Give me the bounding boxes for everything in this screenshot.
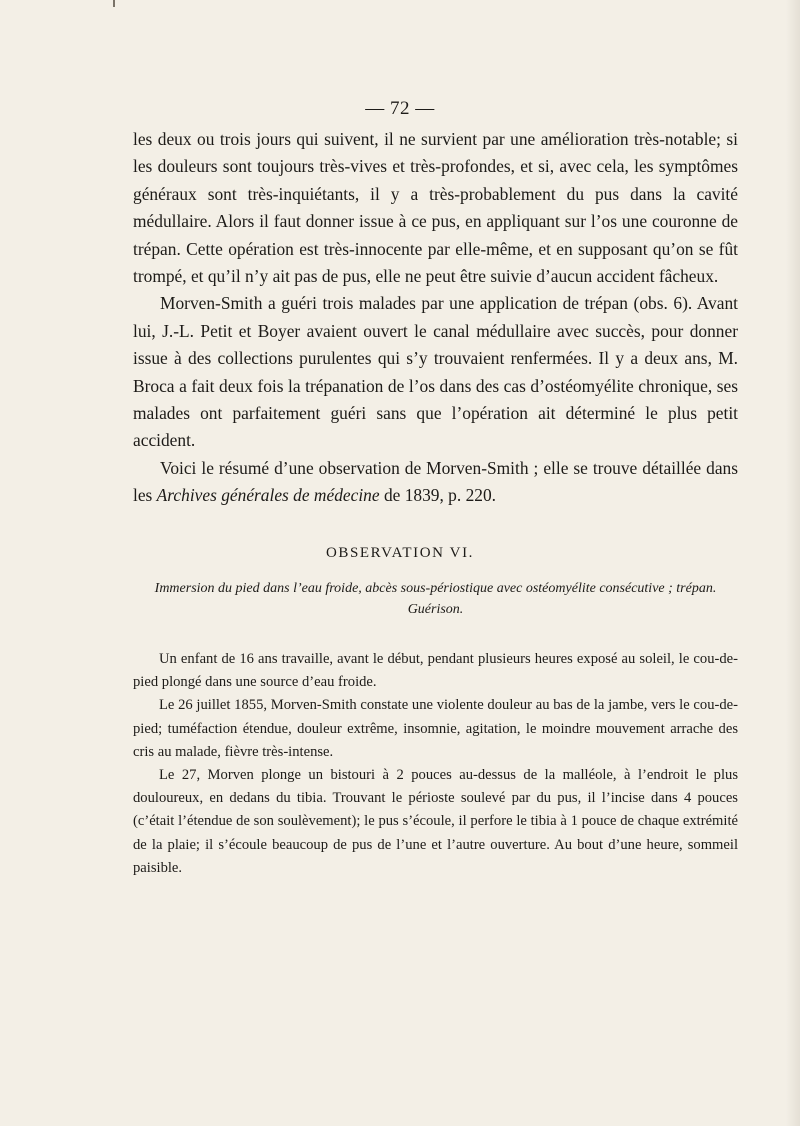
observation-subtitle: Immersion du pied dans l’eau froide, abcès sous-périostique avec ostéomyélite consécutive ; trépan. Guérison. (154, 581, 717, 617)
observation-text (133, 648, 738, 880)
observation-paragraph: Le 27, Morven plonge un bistouri à 2 pouces au-dessus de la malléole, à l’endroit le plus douloureux, en dedans du tibia. Trouvant le périoste soulevé par du pus, il l’incise dans 4 pouces (c’était l’étendue de son soulèvement); le pus s’écoule, il perfore le tibia à 1 pouce de chaque extrémité de la plaie; il s’écoule beaucoup de pus de l’une et l’autre ouverture. Au bout d’une heure, sommeil paisible. (133, 767, 738, 876)
paragraph-text: Voici le résumé d’une observation de Morven-Smith ; elle se trouve détaillée dans les (133, 457, 738, 506)
observation-title: OBSERVATION VI. (325, 545, 475, 561)
page-number: — 72 — (365, 98, 435, 119)
main-text (133, 126, 738, 510)
journal-title: Archives générales de médecine (156, 485, 380, 506)
paragraph: Morven-Smith a guéri trois malades par une application de trépan (obs. 6). Avant lui, J.-L. Petit et Boyer avaient ouvert le canal médullaire avec succès, pour donner issue à des collections purulentes qui s’y trouvaient renfermées. Il y a deux ans, M. Broca a fait deux fois la trépanation de l’os dans des cas d’ostéomyélite chronique, ses malades ont parfaitement guéri sans que l’opération ait déterminé le plus petit accident. (133, 293, 738, 451)
observation-paragraph: Un enfant de 16 ans travaille, avant le début, pendant plusieurs heures exposé au soleil, le cou-de-pied plongé dans une source d’eau froide. (133, 651, 738, 691)
observation-paragraph: Le 26 juillet 1855, Morven-Smith constate une violente douleur au bas de la jambe, vers le cou-de-pied; tuméfaction étendue, douleur extrême, insomnie, agitation, le moindre mouvement arrache des cris au malade, fièvre très-intense. (133, 697, 738, 760)
paragraph (133, 455, 738, 510)
scan-mark (113, 0, 115, 7)
paragraph-text: de 1839, p. 220. (379, 485, 497, 506)
paragraph: les deux ou trois jours qui suivent, il ne survient par une amélioration très-notable; si les douleurs sont toujours très-vives et très-profondes, et si, avec cela, les symptômes généraux sont très-inquiétants, il y a très-probablement du pus dans la cavité médullaire. Alors il faut donner issue à ce pus, en appliquant sur l’os une couronne de trépan. Cette opération est très-innocente par elle-même, et en supposant qu’on se fût trompé, et qu’il n’y ait pas de pus, elle ne peut être suivie d’aucun accident fâcheux. (133, 129, 738, 287)
page-edge-shadow (786, 0, 800, 1126)
